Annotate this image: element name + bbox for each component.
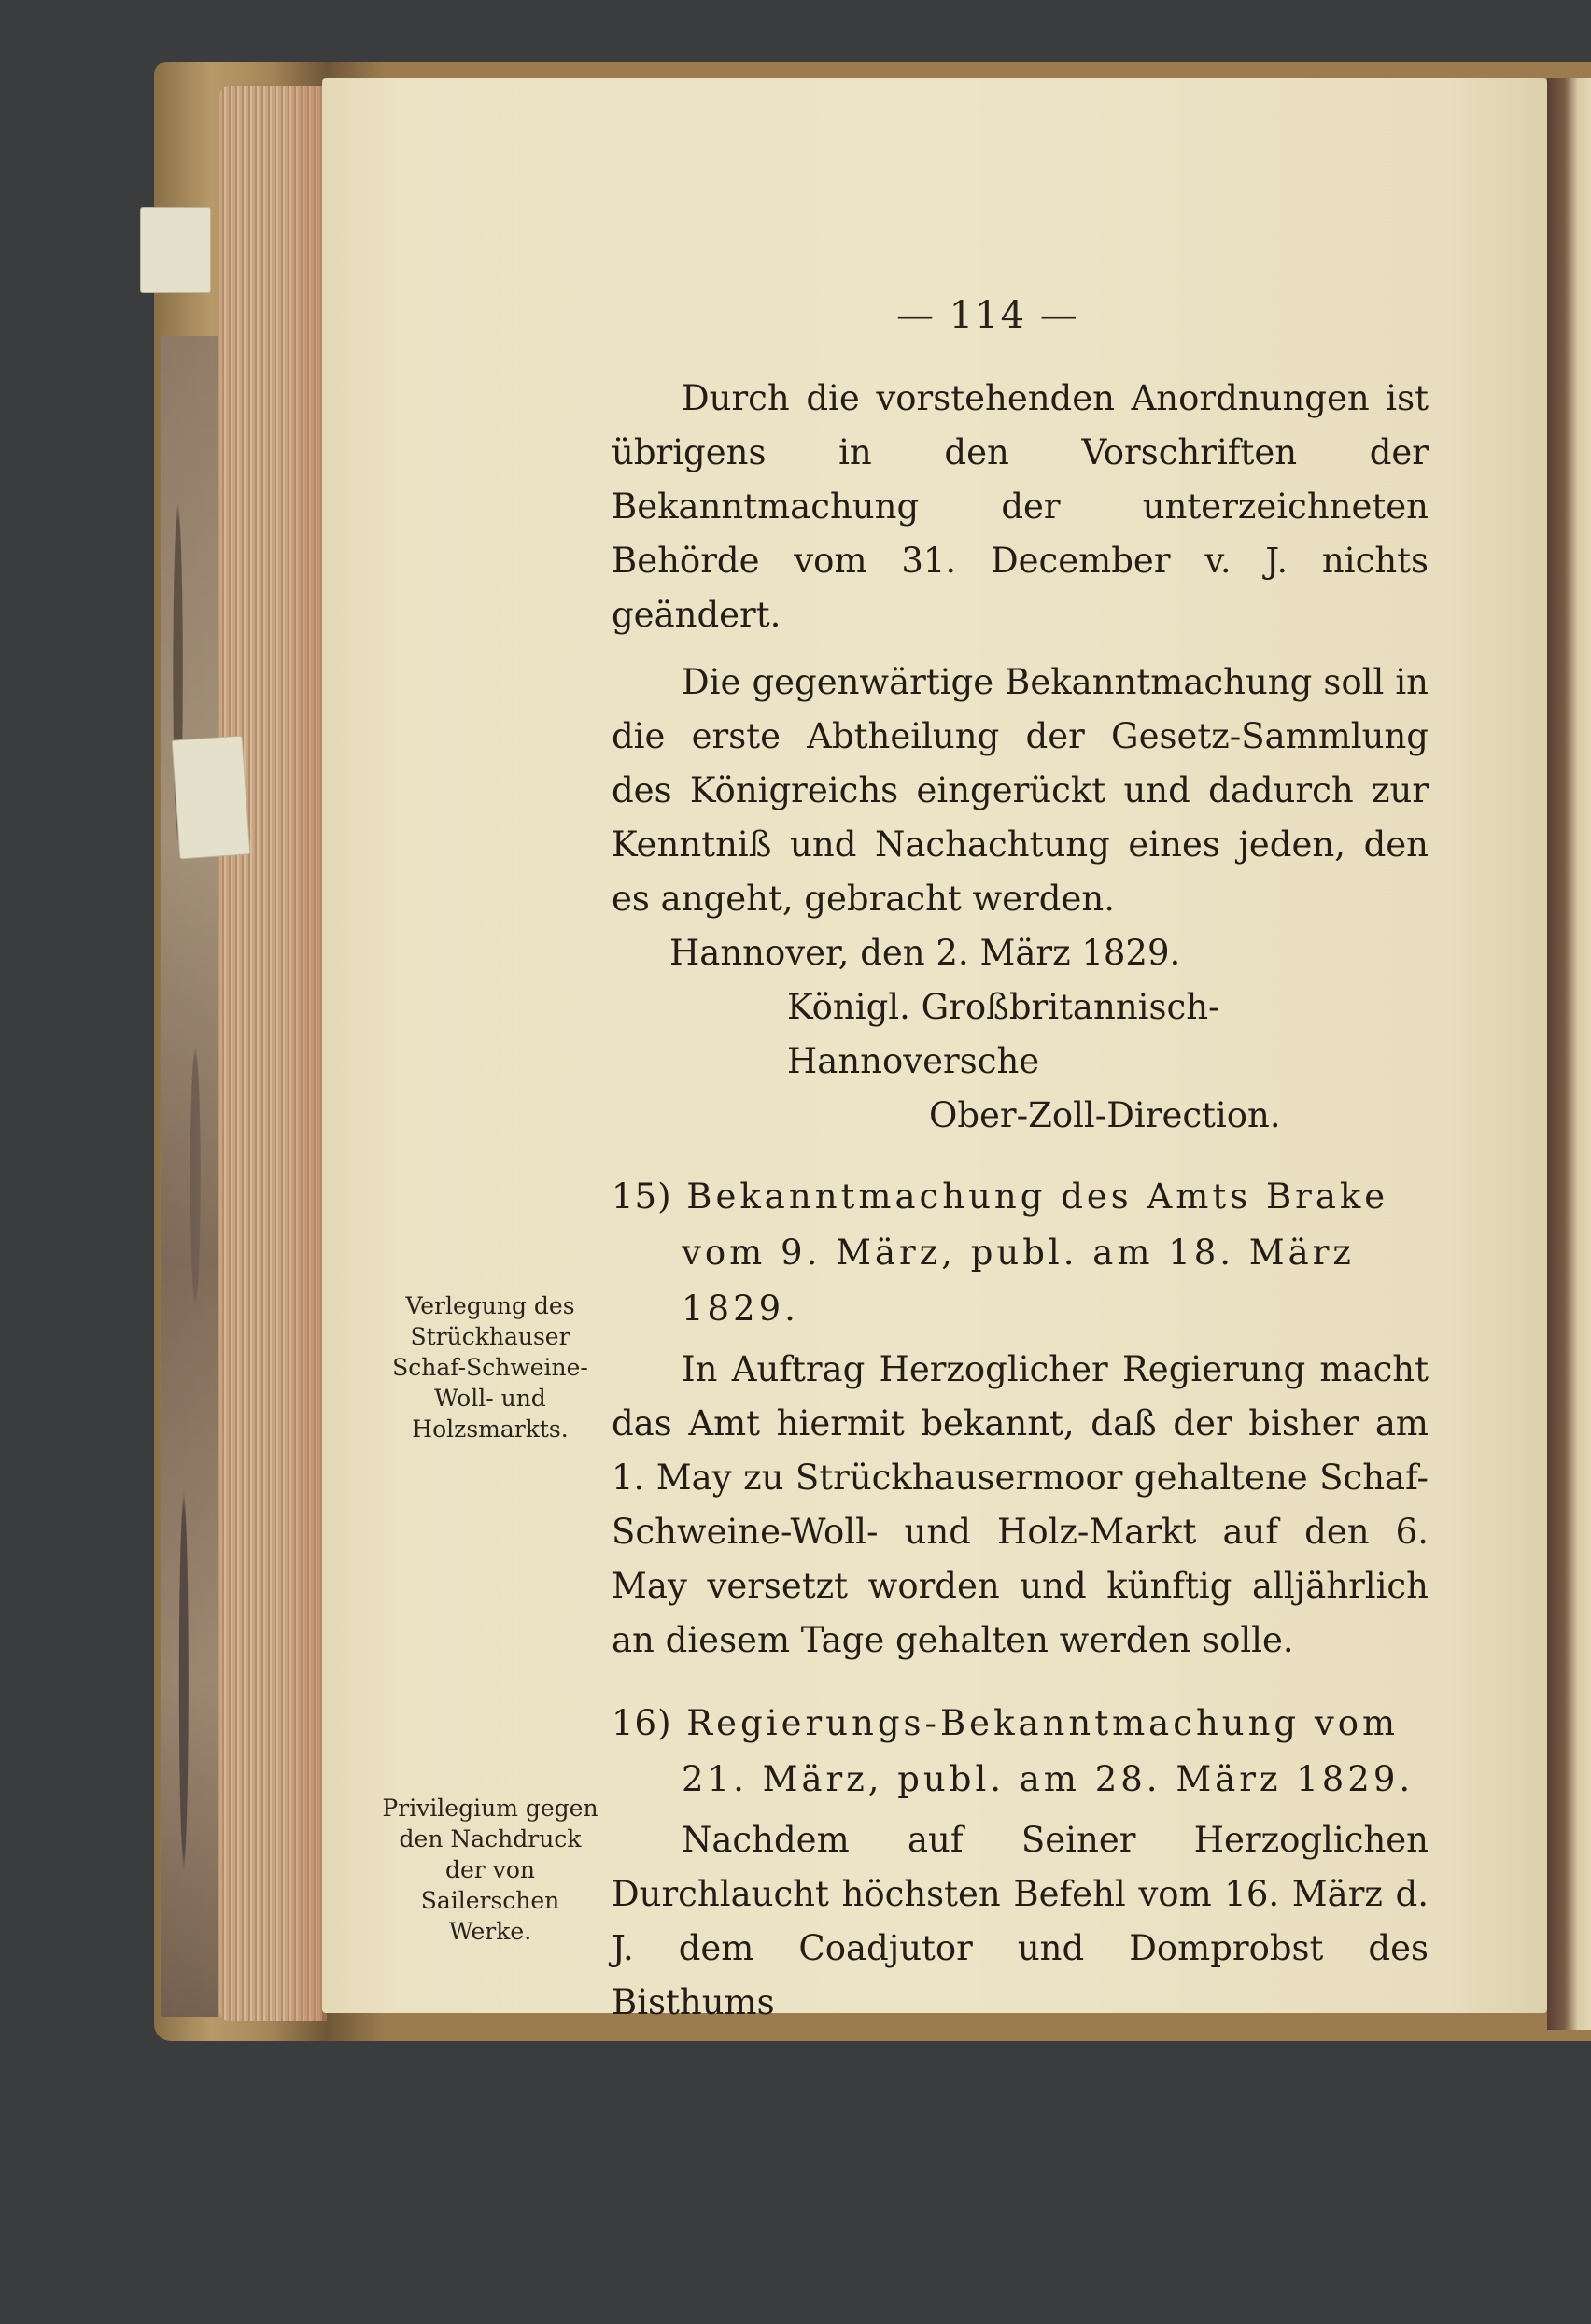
margin-note-section-16: Privilegium gegen den Nachdruck der von Sailerschen Werke. (382, 1795, 598, 1945)
signature-place-date: Hannover, den 2. März 1829. (669, 933, 1181, 973)
section-16-heading (612, 1696, 1429, 1808)
section-15-number: 15) (612, 1176, 672, 1217)
signature-office-line-2: Ober-Zoll-Direction. (929, 1095, 1281, 1135)
section-16-title: Regierungs-Bekanntmachung vom 21. März, publ. am 28. März 1829. (682, 1703, 1415, 1799)
marbled-edge (161, 336, 218, 2017)
margin-note-section-15: Verlegung des Strückhauser Schaf-Schweine-Woll- und Holzsmarkts. (392, 1292, 588, 1443)
section-16-text: Nachdem auf Seiner Herzoglichen Durchlaucht höchsten Befehl vom 16. März d. J. dem Coadjutor und Domprobst des Bisthums (612, 1820, 1429, 2022)
signature-office-line-1: Königl. Großbritannisch-Hannoversche (787, 987, 1220, 1081)
page-edges-shade (280, 86, 327, 2021)
section-15-title: Bekanntmachung des Amts Brake vom 9. März, publ. am 18. März 1829. (682, 1176, 1389, 1329)
paragraph-1: Durch die vorstehenden Anordnungen ist übrigens in den Vorschriften der Bekanntmachung der unterzeichneten Behörde vom 31. December v. J. nichts geändert. (612, 378, 1429, 635)
section-16-number: 16) (612, 1703, 672, 1743)
section-15-heading (612, 1169, 1429, 1337)
section-15-text: In Auftrag Herzoglicher Regierung macht das Amt hiermit bekannt, daß der bisher am 1. May zu Strückhausermoor gehaltene Schaf-Schweine-Woll- und Holz-Markt auf den 6. May versetzt worden und künftig alljährlich an diesem Tage gehalten werden solle. (612, 1349, 1429, 1660)
facing-page-edge (1547, 78, 1591, 2030)
page-tab-middle (172, 736, 251, 860)
text-block (612, 372, 1429, 2030)
page-tab-top (140, 207, 211, 293)
paragraph-2: Die gegenwärtige Bekanntmachung soll in die erste Abtheilung der Gesetz-Sammlung des Königreichs eingerückt und dadurch zur Kenntniß und Nachachtung eines jeden, den es angeht, gebracht werden. (612, 662, 1429, 919)
page-number: — 114 — (896, 294, 1079, 337)
